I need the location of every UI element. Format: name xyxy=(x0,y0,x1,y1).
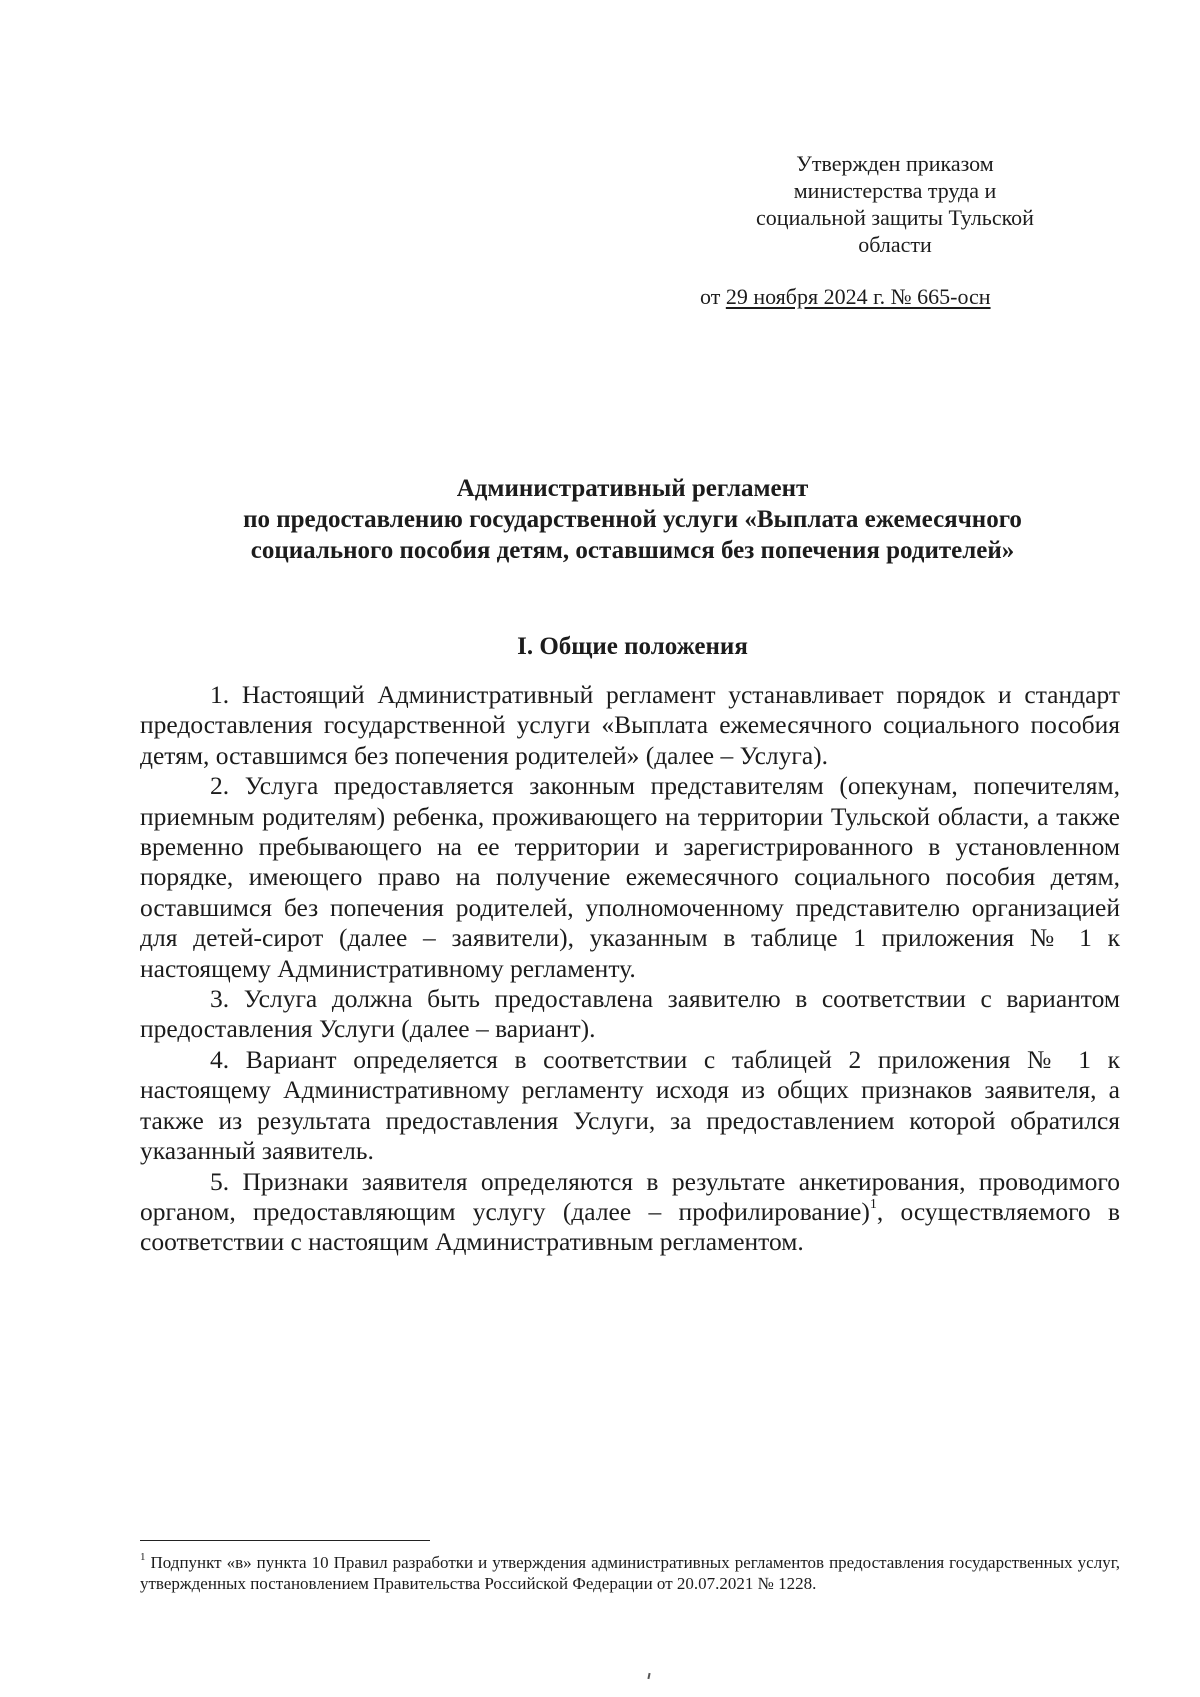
paragraph-5-text: 5. Признаки заявителя определяются в результате анкетирования, проводимого органом, предоставляющим услугу (далее – профилирование) xyxy=(140,1166,1120,1226)
approval-block xyxy=(720,150,1070,258)
footnote-text: Подпункт «в» пункта 10 Правил разработки и утверждения административных регламентов предоставления государственных услуг, утвержденных постановлением Правительства Российской Федерации от 20.07.2021 № 1228. xyxy=(140,1553,1120,1593)
approval-line: министерства труда и xyxy=(793,178,997,203)
paragraph-5-text-end: , осуществляемого в соответствии с настоящим Административным регламентом. xyxy=(140,1196,1120,1257)
order-date-number: 29 ноября 2024 г. № 665-осн xyxy=(725,284,991,309)
paragraph-3: 3. Услуга должна быть предоставлена заявителю в соответствии с вариантом предоставления Услуги (далее – вариант). xyxy=(140,984,1120,1044)
title-line: Административный регламент xyxy=(456,475,809,502)
footnote-reference[interactable]: 1 xyxy=(869,1197,877,1213)
paragraph-1: 1. Настоящий Административный регламент устанавливает порядок и стандарт предоставления государственной услуги «Выплата ежемесячного социального пособия детям, оставшимся без попечения родителей» (далее – Услуга). xyxy=(140,680,1120,770)
paragraph-2: 2. Услуга предоставляется законным представителям (опекунам, попечителям, приемным родителям) ребенка, проживающего на территории Тульской области, а также временно пребывающего на ее территории и зарегистрированного в установленном порядке, имеющего право на получение ежемесячного социального пособия детям, оставшимся без попечения родителей, уполномоченному представителю организацией для детей-сирот (далее – заявители), указанным в таблице 1 приложения № 1 к настоящему Административному регламенту. xyxy=(140,771,1120,983)
paragraph-4: 4. Вариант определяется в соответствии с таблицей 2 приложения № 1 к настоящему Административному регламенту исходя из общих признаков заявителя, а также из результата предоставления Услуги, за предоставлением которой обратился указанный заявитель. xyxy=(140,1044,1120,1166)
section-heading: I. Общие положения xyxy=(517,633,748,660)
document-title xyxy=(140,473,1125,566)
title-line: по предоставлению государственной услуги «Выплата ежемесячного xyxy=(243,506,1022,533)
approval-line: Утвержден приказом xyxy=(796,151,994,176)
paragraph-5 xyxy=(140,1167,1120,1258)
footnote-divider xyxy=(140,1540,430,1541)
section-body xyxy=(140,680,1120,1258)
order-prefix: от xyxy=(700,284,721,309)
approval-line: области xyxy=(858,232,932,257)
title-line: социального пособия детям, оставшимся без попечения родителей» xyxy=(250,537,1015,564)
approval-line: социальной защиты Тульской xyxy=(756,205,1034,230)
order-date-line xyxy=(700,283,1100,310)
footnote-mark: 1 xyxy=(140,1551,146,1564)
scan-speck xyxy=(647,1673,650,1679)
footnote xyxy=(140,1552,1120,1594)
